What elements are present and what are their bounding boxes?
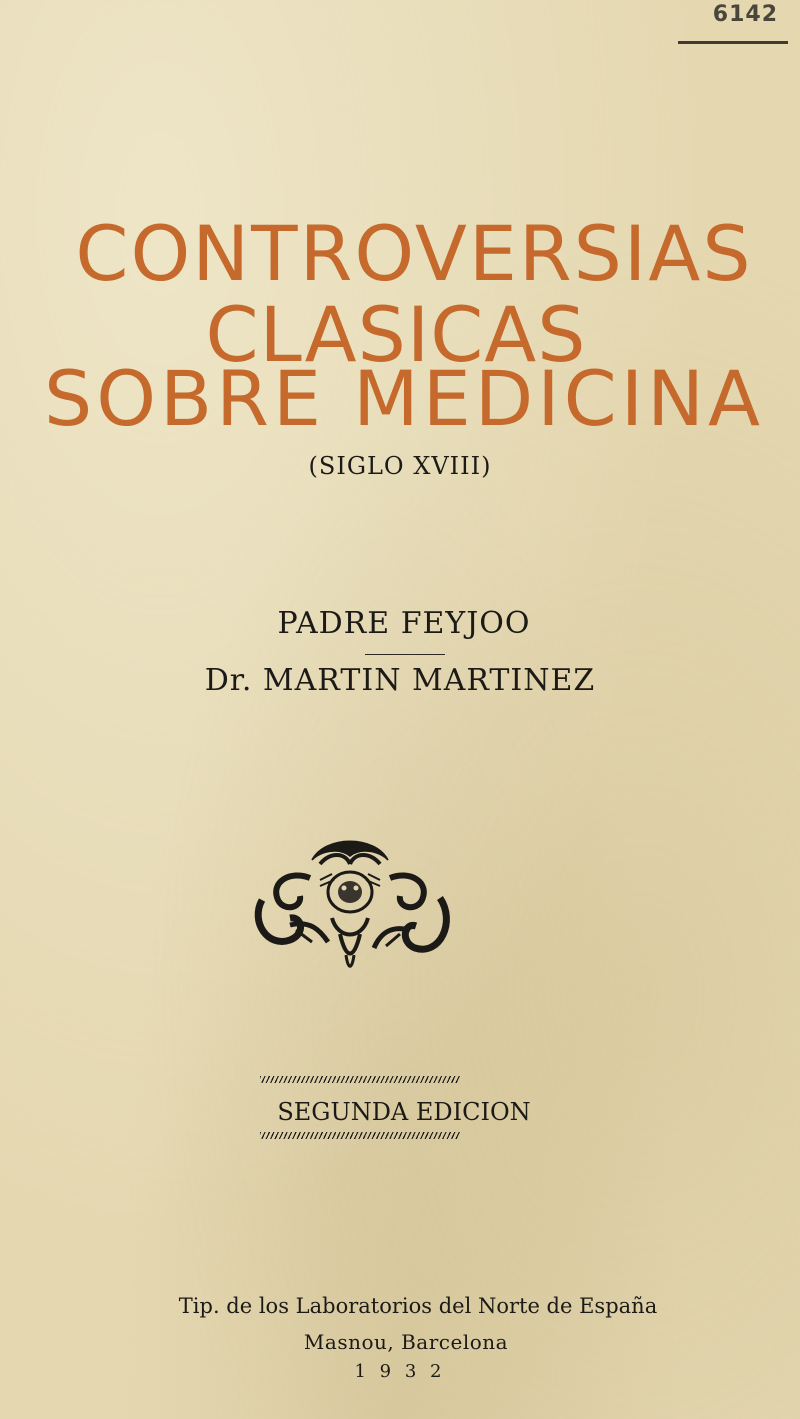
title-line-2: CLASICAS bbox=[205, 290, 587, 379]
handwritten-catalog-mark: 6142 bbox=[678, 0, 788, 44]
author-second: Dr. MARTIN MARTINEZ bbox=[204, 663, 596, 698]
printer-ornament-icon bbox=[250, 830, 460, 975]
title-line-3: SOBRE MEDICINA bbox=[43, 354, 765, 443]
edition-rule-bottom bbox=[260, 1132, 460, 1139]
subtitle: (SIGLO XVIII) bbox=[308, 452, 492, 480]
author-first: PADRE FEYJOO bbox=[277, 606, 531, 641]
edition-label: SEGUNDA EDICION bbox=[277, 1098, 531, 1126]
year-line: 1 9 3 2 bbox=[354, 1361, 446, 1382]
title-line-1: CONTROVERSIAS bbox=[75, 209, 753, 298]
printer-line: Tip. de los Laboratorios del Norte de España bbox=[178, 1294, 658, 1318]
author-divider bbox=[365, 654, 445, 655]
edition-rule-top bbox=[260, 1076, 460, 1083]
place-line: Masnou, Barcelona bbox=[303, 1330, 509, 1354]
